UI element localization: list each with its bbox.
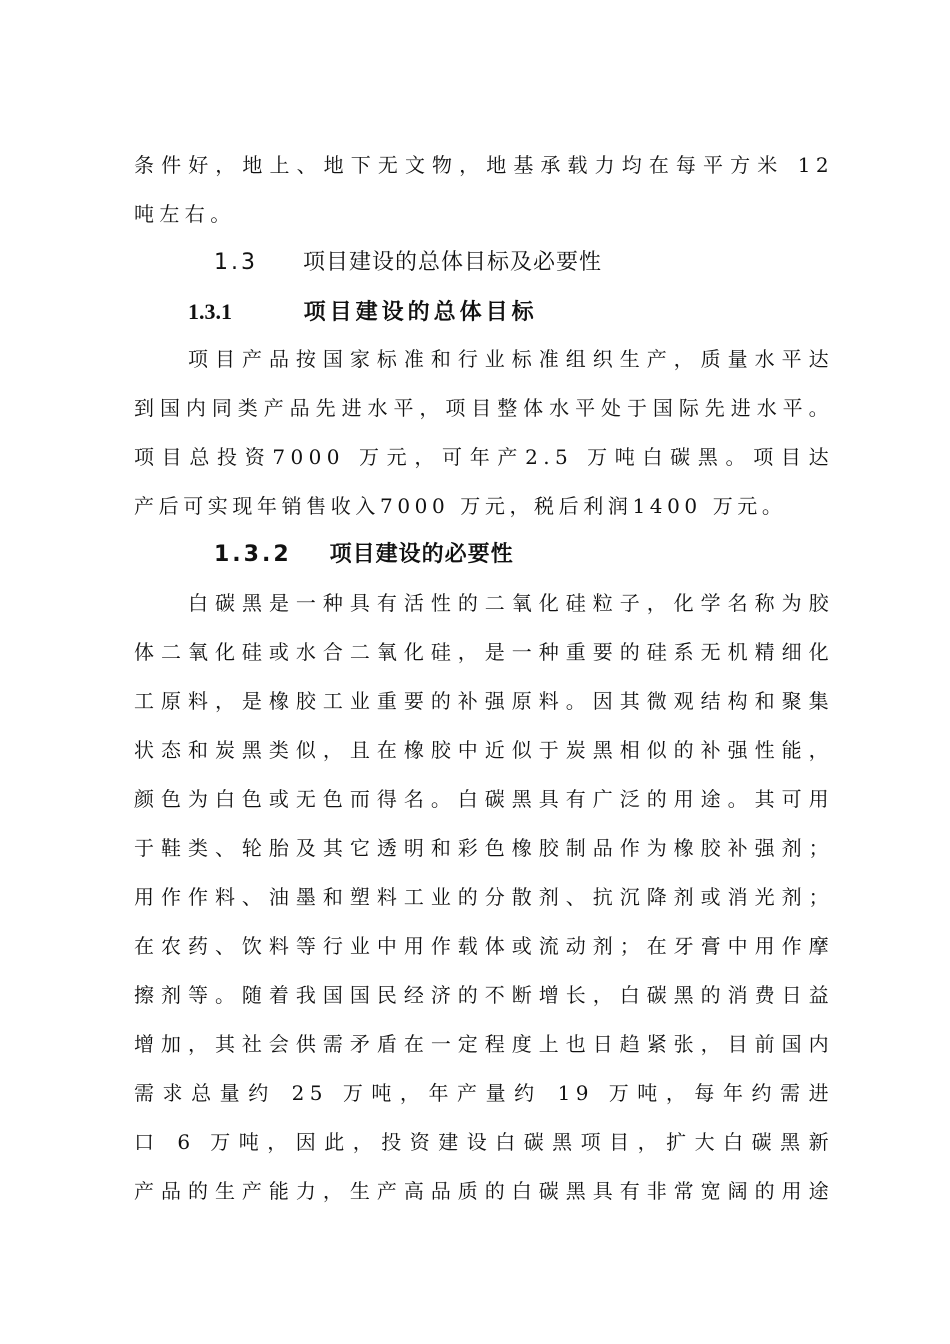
necessity-line-1: 白碳黑是一种具有活性的二氧化硅粒子，化学名称为胶 xyxy=(188,591,834,615)
heading-1-3-2-number: 1.3.2 xyxy=(214,542,292,567)
necessity-line-7: 用作作料、油墨和塑料工业的分散剂、抗沉降剂或消光剂； xyxy=(134,885,834,909)
intro-line-1: 条件好，地上、地下无文物，地基承载力均在每平方米 12 xyxy=(134,153,834,177)
goal-line-2: 到国内同类产品先进水平，项目整体水平处于国际先进水平。 xyxy=(134,396,834,420)
necessity-line-12: 口 6 万吨，因此，投资建设白碳黑项目，扩大白碳黑新 xyxy=(134,1130,834,1154)
necessity-line-3: 工原料，是橡胶工业重要的补强原料。因其微观结构和聚集 xyxy=(134,689,834,713)
necessity-line-10: 增加，其社会供需矛盾在一定程度上也日趋紧张，目前国内 xyxy=(134,1032,834,1056)
necessity-line-5: 颜色为白色或无色而得名。白碳黑具有广泛的用途。其可用 xyxy=(134,787,834,811)
intro-line-2: 吨左右。 xyxy=(134,202,236,226)
heading-1-3-1 xyxy=(188,296,538,328)
heading-1-3-number: 1.3 xyxy=(214,250,258,275)
necessity-line-13: 产品的生产能力，生产高品质的白碳黑具有非常宽阔的用途 xyxy=(134,1179,834,1203)
heading-1-3-2-title: 项目建设的必要性 xyxy=(329,542,514,567)
necessity-line-8: 在农药、饮料等行业中用作载体或流动剂；在牙膏中用作摩 xyxy=(134,934,834,958)
necessity-line-11: 需求总量约 25 万吨，年产量约 19 万吨，每年约需进 xyxy=(134,1081,834,1105)
necessity-line-4: 状态和炭黑类似，且在橡胶中近似于炭黑相似的补强性能， xyxy=(134,738,834,762)
heading-1-3-title: 项目建设的总体目标及必要性 xyxy=(303,250,603,275)
necessity-line-2: 体二氧化硅或水合二氧化硅，是一种重要的硅系无机精细化 xyxy=(134,640,834,664)
necessity-line-6: 于鞋类、轮胎及其它透明和彩色橡胶制品作为橡胶补强剂； xyxy=(134,836,834,860)
heading-1-3-1-title: 项目建设的总体目标 xyxy=(303,300,538,325)
goal-line-3: 项目总投资7000 万元，可年产2.5 万吨白碳黑。项目达 xyxy=(134,445,834,469)
heading-1-3-1-number: 1.3.1 xyxy=(188,299,232,324)
heading-1-3-2 xyxy=(214,539,514,571)
goal-line-1: 项目产品按国家标准和行业标准组织生产，质量水平达 xyxy=(188,347,834,371)
heading-1-3 xyxy=(214,247,602,279)
necessity-line-9: 擦剂等。随着我国国民经济的不断增长，白碳黑的消费日益 xyxy=(134,983,834,1007)
goal-line-4: 产后可实现年销售收入7000 万元，税后利润1400 万元。 xyxy=(134,494,787,518)
